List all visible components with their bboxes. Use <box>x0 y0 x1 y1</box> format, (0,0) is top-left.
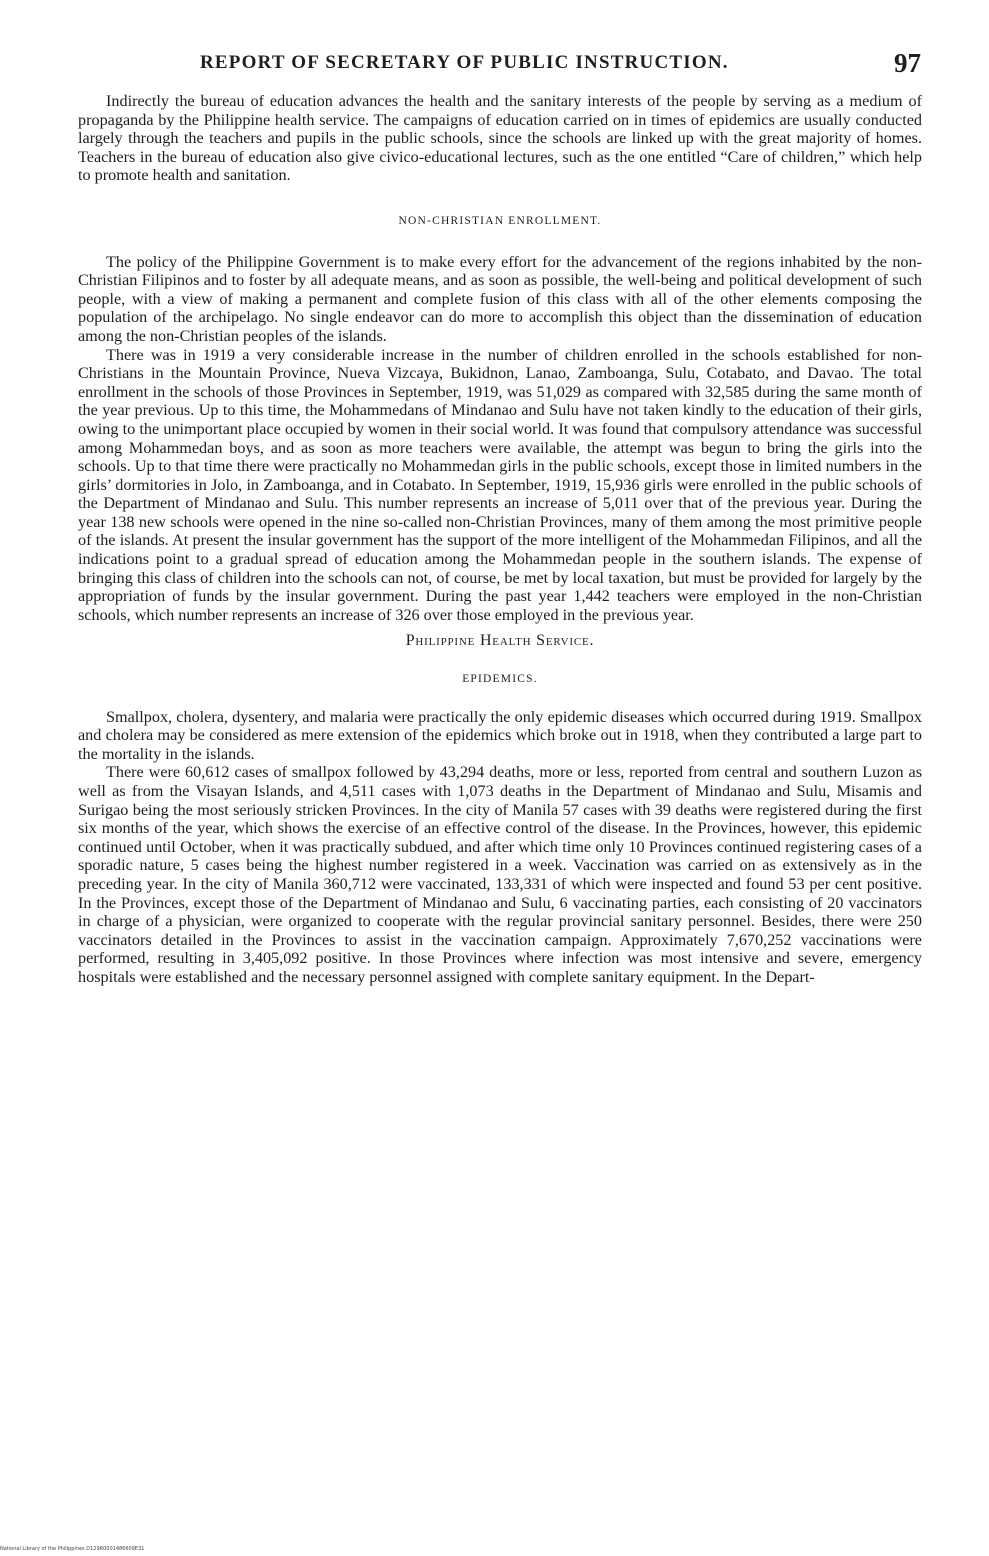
subsection-heading-epidemics: EPIDEMICS. <box>462 673 538 686</box>
paragraph: Indirectly the bureau of education advances the health and the sanitary interests of the people by serving as a medium of propaganda by the Philippine health service. The campaigns of education carried on in times of epidemics are usually conducted largely through the teachers and pupils in the public schools, since the schools are linked up with the great majority of homes. Teachers in the bureau of education also give civico-educational lectures, such as the one entitled “Care of children,” which help to promote health and sanitation. <box>78 92 922 185</box>
document-body <box>78 92 922 987</box>
paragraph: Smallpox, cholera, dysentery, and malaria were practically the only epidemic diseases which occurred during 1919. Smallpox and cholera may be considered as mere extension of the epidemics which broke out in 1918, when they contributed a large part to the mortality in the islands. <box>78 707 922 763</box>
section-heading-philippine-health-service: Philippine Health Service. <box>405 632 595 650</box>
paragraph: There were 60,612 cases of smallpox followed by 43,294 deaths, more or less, reported from central and southern Luzon as well as from the Visayan Islands, and 4,511 cases with 1,073 deaths in the Department of Mindanao and Sulu, Misamis and Surigao being the most seriously stricken Provinces. In the city of Manila 57 cases with 39 deaths were registered during the first six months of the year, which shows the exercise of an effective control of the disease. In the Provinces, however, this epidemic continued until October, when it was practically subdued, and after which time only 10 Provinces continued registering cases of a sporadic nature, 5 cases being the highest number registered in a week. Vaccination was carried on as extensively as in the preceding year. In the city of Manila 360,712 were vaccinated, 133,331 of which were inspected and found 53 per cent positive. In the Provinces, except those of the Department of Mindanao and Sulu, 6 vaccinating parties, each consisting of 20 vaccinators in charge of a physician, were organized to cooperate with the regular provincial sanitary personnel. Besides, there were 250 vaccinators detailed in the Provinces to assist in the vaccination campaign. Approximately 7,670,252 vaccinations were performed, resulting in 3,405,092 positive. In those Provinces where infection was most intensive and severe, emergency hospitals were established and the necessary personnel assigned with complete sanitary equipment. In the Depart- <box>78 763 922 986</box>
page-number: 97 <box>894 48 921 78</box>
section-heading-non-christian-enrollment: NON-CHRISTIAN ENROLLMENT. <box>398 214 602 227</box>
paragraph: The policy of the Philippine Government is to make every effort for the advancement of the regions inhabited by the non-Christian Filipinos and to foster by all adequate means, and as soon as possible, the well-being and political development of such people, with a view of making a permanent and complete fusion of this class with all of the other elements composing the population of the archipelago. No single endeavor can do more to accomplish this object than the dissemination of education among the non-Christian peoples of the islands. <box>78 252 922 345</box>
scan-credit: National Library of the Philippines D129R0001486609E31 <box>0 1546 145 1552</box>
running-head <box>0 48 989 88</box>
paragraph: There was in 1919 a very considerable increase in the number of children enrolled in the schools established for non-Christians in the Mountain Province, Nueva Vizcaya, Bukidnon, Lanao, Zamboanga, Sulu, Cotabato, and Davao. The total enrollment in the schools of those Provinces in September, 1919, was 51,029 as compared with 32,585 during the same month of the year previous. Up to this time, the Mohammedans of Mindanao and Sulu have not taken kindly to the education of their girls, owing to the unimportant place occupied by women in their social world. It was found that compulsory attendance was successful among Mohammedan boys, and as soon as more teachers were available, the attempt was begun to bring the girls into the schools. Up to that time there were practically no Mohammedan girls in the public schools, except those in limited numbers in the girls’ dormitories in Jolo, in Zamboanga, and in Cotabato. In September, 1919, 15,936 girls were enrolled in the public schools of the Department of Mindanao and Sulu. This number represents an increase of 5,011 over that of the previous year. During the year 138 new schools were opened in the nine so-called non-Christian Provinces, many of them among the most primitive people of the islands. At present the insular government has the support of the more intelligent of the Mohammedan Filipinos, and all the indications point to a gradual spread of education among the Mohammedan people in the southern islands. The expense of bringing this class of children into the schools can not, of course, be met by local taxation, but must be provided for largely by the appropriation of funds by the insular government. During the past year 1,442 teachers were employed in the non-Christian schools, which number represents an increase of 326 over those employed in the previous year. <box>78 345 922 624</box>
page-header-title: REPORT OF SECRETARY OF PUBLIC INSTRUCTION. <box>200 52 729 73</box>
